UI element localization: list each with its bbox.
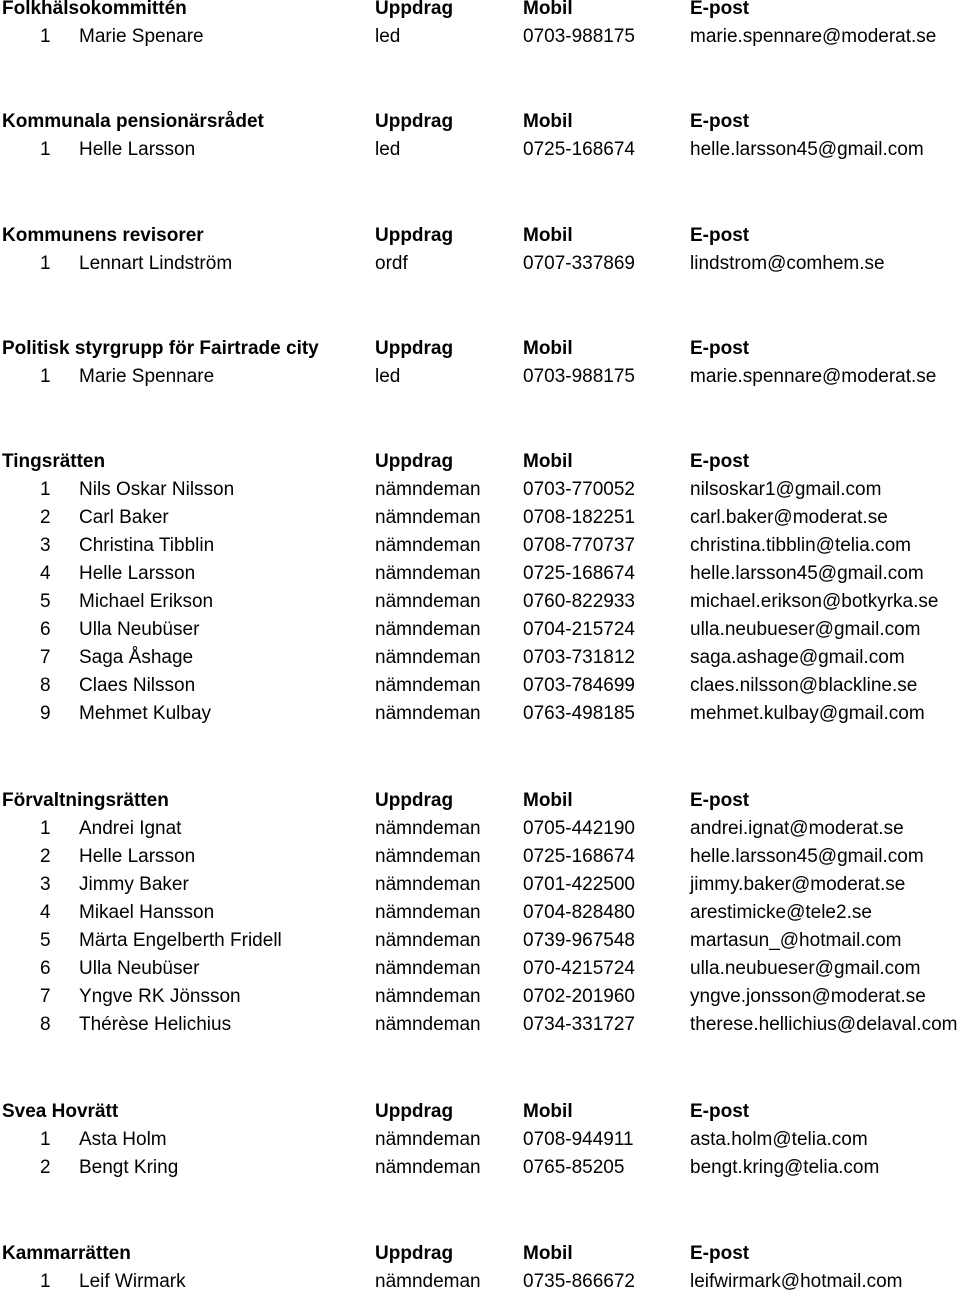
column-header-role: Uppdrag — [375, 790, 454, 811]
section-header-row — [0, 0, 960, 23]
column-header-email: E-post — [690, 1243, 750, 1264]
section-header-row — [0, 1240, 960, 1268]
member-name: Ulla Neubüser — [79, 619, 200, 640]
section — [0, 1240, 960, 1296]
member-mobile: 0734-331727 — [523, 1014, 635, 1035]
member-number: 1 — [40, 366, 51, 387]
member-email: carl.baker@moderat.se — [690, 507, 888, 528]
member-name: Claes Nilsson — [79, 675, 196, 696]
column-header-role: Uppdrag — [375, 1243, 454, 1264]
column-header-role: Uppdrag — [375, 225, 454, 246]
member-mobile: 0708-770737 — [523, 535, 635, 556]
member-mobile: 0725-168674 — [523, 563, 635, 584]
member-role: ordf — [375, 253, 408, 274]
member-role: nämndeman — [375, 1014, 481, 1035]
member-email: yngve.jonsson@moderat.se — [690, 986, 926, 1007]
member-name: Nils Oskar Nilsson — [79, 479, 235, 500]
member-row — [0, 560, 960, 588]
member-role: nämndeman — [375, 1271, 481, 1292]
member-role: nämndeman — [375, 958, 481, 979]
member-role: nämndeman — [375, 675, 481, 696]
member-mobile: 0703-988175 — [523, 366, 635, 387]
section-header-row — [0, 448, 960, 476]
section — [0, 787, 960, 1039]
column-header-email: E-post — [690, 790, 750, 811]
member-name: Michael Erikson — [79, 591, 214, 612]
member-email: marie.spennare@moderat.se — [690, 26, 937, 47]
member-row — [0, 1126, 960, 1154]
member-name: Helle Larsson — [79, 563, 196, 584]
member-name: Yngve RK Jönsson — [79, 986, 241, 1007]
column-header-mobile: Mobil — [523, 451, 573, 472]
member-mobile: 0707-337869 — [523, 253, 635, 274]
column-header-mobile: Mobil — [523, 1243, 573, 1264]
member-email: nilsoskar1@gmail.com — [690, 479, 882, 500]
section-title: Tingsrätten — [2, 451, 106, 472]
column-header-mobile: Mobil — [523, 790, 573, 811]
member-role: nämndeman — [375, 703, 481, 724]
member-number: 4 — [40, 902, 51, 923]
member-number: 2 — [40, 1157, 51, 1178]
section-title: Kommunens revisorer — [2, 225, 204, 246]
member-number: 1 — [40, 479, 51, 500]
section — [0, 1098, 960, 1182]
member-role: nämndeman — [375, 563, 481, 584]
member-name: Ulla Neubüser — [79, 958, 200, 979]
member-name: Helle Larsson — [79, 139, 196, 160]
member-email: saga.ashage@gmail.com — [690, 647, 905, 668]
member-row — [0, 532, 960, 560]
member-row — [0, 1011, 960, 1039]
member-number: 5 — [40, 930, 51, 951]
member-mobile: 0739-967548 — [523, 930, 635, 951]
member-role: nämndeman — [375, 846, 481, 867]
member-role: nämndeman — [375, 986, 481, 1007]
member-role: nämndeman — [375, 874, 481, 895]
member-mobile: 0702-201960 — [523, 986, 635, 1007]
member-role: nämndeman — [375, 535, 481, 556]
member-mobile: 070-4215724 — [523, 958, 635, 979]
section-header-row — [0, 1098, 960, 1126]
member-role: led — [375, 366, 401, 387]
member-role: nämndeman — [375, 619, 481, 640]
section-title: Svea Hovrätt — [2, 1101, 119, 1122]
member-mobile: 0708-182251 — [523, 507, 635, 528]
member-row — [0, 983, 960, 1011]
section-title: Politisk styrgrupp för Fairtrade city — [2, 338, 319, 359]
member-number: 3 — [40, 874, 51, 895]
member-name: Lennart Lindström — [79, 253, 233, 274]
member-email: christina.tibblin@telia.com — [690, 535, 911, 556]
member-number: 1 — [40, 26, 51, 47]
member-name: Jimmy Baker — [79, 874, 189, 895]
section — [0, 222, 960, 278]
member-email: asta.holm@telia.com — [690, 1129, 868, 1150]
member-row — [0, 899, 960, 927]
section-title: Folkhälsokommittén — [2, 0, 187, 19]
member-row — [0, 616, 960, 644]
column-header-email: E-post — [690, 111, 750, 132]
member-mobile: 0763-498185 — [523, 703, 635, 724]
member-name: Leif Wirmark — [79, 1271, 186, 1292]
member-name: Saga Åshage — [79, 647, 194, 668]
member-email: ulla.neubueser@gmail.com — [690, 619, 921, 640]
member-row — [0, 815, 960, 843]
member-number: 7 — [40, 986, 51, 1007]
member-row — [0, 644, 960, 672]
member-mobile: 0725-168674 — [523, 139, 635, 160]
member-email: ulla.neubueser@gmail.com — [690, 958, 921, 979]
member-name: Mehmet Kulbay — [79, 703, 212, 724]
member-row — [0, 927, 960, 955]
member-name: Mikael Hansson — [79, 902, 215, 923]
column-header-role: Uppdrag — [375, 338, 454, 359]
member-mobile: 0703-731812 — [523, 647, 635, 668]
member-role: nämndeman — [375, 507, 481, 528]
column-header-role: Uppdrag — [375, 0, 454, 19]
member-role: nämndeman — [375, 902, 481, 923]
member-number: 1 — [40, 818, 51, 839]
member-email: claes.nilsson@blackline.se — [690, 675, 918, 696]
member-number: 7 — [40, 647, 51, 668]
section-title: Förvaltningsrätten — [2, 790, 169, 811]
member-mobile: 0735-866672 — [523, 1271, 635, 1292]
member-mobile: 0704-828480 — [523, 902, 635, 923]
member-email: leifwirmark@hotmail.com — [690, 1271, 903, 1292]
section-title: Kammarrätten — [2, 1243, 131, 1264]
member-email: therese.hellichius@delaval.com — [690, 1014, 958, 1035]
column-header-role: Uppdrag — [375, 451, 454, 472]
member-role: led — [375, 26, 401, 47]
member-row — [0, 504, 960, 532]
member-row — [0, 250, 960, 278]
member-email: andrei.ignat@moderat.se — [690, 818, 904, 839]
section-header-row — [0, 108, 960, 136]
member-mobile: 0708-944911 — [523, 1129, 634, 1150]
member-number: 6 — [40, 958, 51, 979]
member-name: Christina Tibblin — [79, 535, 215, 556]
member-number: 5 — [40, 591, 51, 612]
member-row — [0, 871, 960, 899]
column-header-mobile: Mobil — [523, 0, 573, 19]
member-email: bengt.kring@telia.com — [690, 1157, 880, 1178]
column-header-email: E-post — [690, 338, 750, 359]
member-role: nämndeman — [375, 818, 481, 839]
member-row — [0, 1268, 960, 1296]
column-header-mobile: Mobil — [523, 338, 573, 359]
member-name: Andrei Ignat — [79, 818, 182, 839]
member-number: 3 — [40, 535, 51, 556]
member-number: 1 — [40, 139, 51, 160]
column-header-mobile: Mobil — [523, 225, 573, 246]
member-email: marie.spennare@moderat.se — [690, 366, 937, 387]
member-row — [0, 136, 960, 164]
member-name: Helle Larsson — [79, 846, 196, 867]
member-mobile: 0701-422500 — [523, 874, 635, 895]
member-row — [0, 843, 960, 871]
member-row — [0, 1154, 960, 1182]
member-number: 8 — [40, 675, 51, 696]
member-name: Thérèse Helichius — [79, 1014, 232, 1035]
member-name: Marie Spenare — [79, 26, 204, 47]
column-header-mobile: Mobil — [523, 1101, 573, 1122]
section — [0, 0, 960, 51]
member-mobile: 0725-168674 — [523, 846, 635, 867]
column-header-role: Uppdrag — [375, 111, 454, 132]
section-header-row — [0, 335, 960, 363]
member-role: led — [375, 139, 401, 160]
member-row — [0, 363, 960, 391]
member-email: arestimicke@tele2.se — [690, 902, 872, 923]
member-row — [0, 700, 960, 728]
member-name: Märta Engelberth Fridell — [79, 930, 282, 951]
column-header-email: E-post — [690, 1101, 750, 1122]
member-role: nämndeman — [375, 930, 481, 951]
member-number: 2 — [40, 846, 51, 867]
section — [0, 108, 960, 164]
member-role: nämndeman — [375, 479, 481, 500]
member-number: 1 — [40, 253, 51, 274]
member-mobile: 0703-988175 — [523, 26, 635, 47]
member-email: jimmy.baker@moderat.se — [690, 874, 906, 895]
column-header-mobile: Mobil — [523, 111, 573, 132]
member-number: 4 — [40, 563, 51, 584]
member-mobile: 0760-822933 — [523, 591, 635, 612]
member-name: Bengt Kring — [79, 1157, 179, 1178]
member-email: helle.larsson45@gmail.com — [690, 563, 924, 584]
member-row — [0, 23, 960, 51]
member-name: Marie Spennare — [79, 366, 215, 387]
member-mobile: 0704-215724 — [523, 619, 635, 640]
member-email: martasun_@hotmail.com — [690, 930, 902, 951]
member-mobile: 0703-784699 — [523, 675, 635, 696]
member-name: Carl Baker — [79, 507, 169, 528]
column-header-email: E-post — [690, 225, 750, 246]
member-row — [0, 955, 960, 983]
member-mobile: 0703-770052 — [523, 479, 635, 500]
column-header-email: E-post — [690, 451, 750, 472]
member-name: Asta Holm — [79, 1129, 167, 1150]
member-email: lindstrom@comhem.se — [690, 253, 885, 274]
member-role: nämndeman — [375, 647, 481, 668]
column-header-role: Uppdrag — [375, 1101, 454, 1122]
section-title: Kommunala pensionärsrådet — [2, 111, 264, 132]
column-header-email: E-post — [690, 0, 750, 19]
member-row — [0, 588, 960, 616]
member-row — [0, 672, 960, 700]
member-email: helle.larsson45@gmail.com — [690, 846, 924, 867]
section — [0, 335, 960, 391]
member-role: nämndeman — [375, 591, 481, 612]
member-email: michael.erikson@botkyrka.se — [690, 591, 939, 612]
section-header-row — [0, 222, 960, 250]
member-role: nämndeman — [375, 1157, 481, 1178]
member-number: 6 — [40, 619, 51, 640]
member-number: 9 — [40, 703, 51, 724]
member-role: nämndeman — [375, 1129, 481, 1150]
member-email: helle.larsson45@gmail.com — [690, 139, 924, 160]
member-email: mehmet.kulbay@gmail.com — [690, 703, 925, 724]
member-number: 2 — [40, 507, 51, 528]
member-number: 1 — [40, 1271, 51, 1292]
member-mobile: 0765-85205 — [523, 1157, 625, 1178]
member-row — [0, 476, 960, 504]
member-mobile: 0705-442190 — [523, 818, 635, 839]
section-header-row — [0, 787, 960, 815]
member-number: 8 — [40, 1014, 51, 1035]
section — [0, 448, 960, 728]
member-number: 1 — [40, 1129, 51, 1150]
